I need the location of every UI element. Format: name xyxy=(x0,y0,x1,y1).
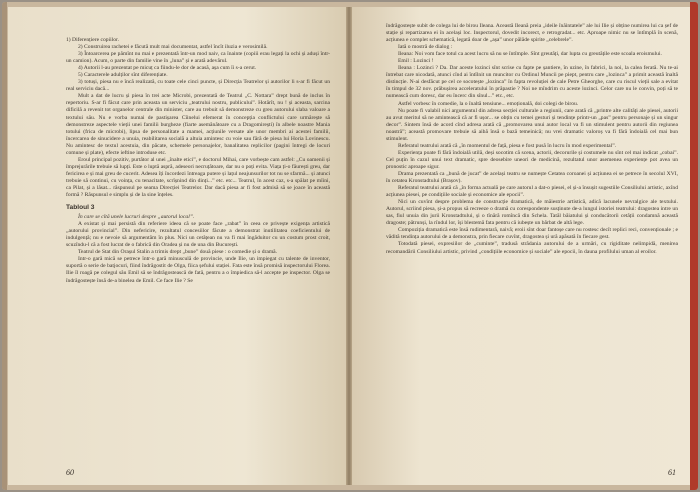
list-item: 1) Diferențiere copiilor. xyxy=(66,37,119,43)
right-page xyxy=(352,7,692,485)
paragraph: Nici un cuvînt despre problema de construcție dramatică, de măiestrie artistică, adică lacunele nevralgice ale textului. Autorul, scriind piesa, și-a propus să recreeze o dramă cu corespondente susținute de-a lungul istoriei teatrului: dragostea intre un sas, fiul unuia din jurii Kronstadtului, și o tînără romîncă din Schela. Tatăl băiatului și conducătorii cetății condamnă această dragoste; pătrunși, la rîndul lor, își blestemă fata pentru că iubește un bărbat de altă lege. xyxy=(386,199,678,227)
book-cover-edge xyxy=(2,2,7,490)
page-number: 60 xyxy=(66,468,74,477)
paragraph: Nu poate fi valabil nici argumentul din adresa secției culturale a regiunii, care arată că „printre alte calități ale piesei, autorii au avut meritul să ne amintească că ar fi ușor... se obțin cu temei gesturi și tendințe printr-un „pas” pentru personaje și un singur decor”. Sintem însă de acord cînd adresa arată că „promovarea unui autor local va fi un stimulent pentru autorii din regiunea noastră”; această promovare trebuie să aibă însă o bază temeinică; nu vrei dramatic valoroș va fi fără îndoială cel mai bun stimulent. xyxy=(386,107,678,142)
paragraph: Mult a dat de lucru și piesa în trei acte Microbi, prezentată de Teatrul „C. Nottara” drept bună de inclus în repertoriu. S-ar fi făcut care prin aceasta un serviciu „teatrului nostru, publicului”. Hotărît, nu ! și aceasta, sarcina dificilă a revenit tot organelor centrale din minister, care au trebuit să demonstreze cu greu autorului slaba valoare a textului său. Nu e vorba numai de pastișarea Cîinelui efemerat în concepția conflictului care urmărește să demonstreze aspectele vieții unei familii burgheze (fiarte asemănătoare cu a Dragomirești) în albele noastre Mania totului (frica de microbi), lipsa de personalitate a mamei, acțiunile versate ale unor membri ai acestei familii, încercarea de sinucidere a unuia, reabilitarea socială a altuia amintesc cu voie sau fără de piesa lui Horia Lovinescu. Nu amintesc de textul acestuia, din păcate, schemele personajelor, banalitatea replicilor (pagini întregi de locuri comune și plate), efecte ieftine introduse etc. xyxy=(66,93,330,156)
dialog-line: Emil : Lozinci ! xyxy=(398,58,434,65)
paragraph: Iată o mostră de dialog : xyxy=(398,44,453,51)
paragraph: A existat și mai persistă din referiere ideea că se poate face „rabat” în ceea ce privește exigența artistică „autorului provincial”. Din nefericire, rezultatul concesiilor făcute a demonstrat inutilitatea coeficientului de indulgență; nu e nevoie să argumentăm în plus. Nici un cetățean nu va fi mai îngăduitor cu un costum prost croit, scuzîndu-l că a fost lucrat de o fabrică din Oradea și nu de una din București. xyxy=(66,221,330,249)
paragraph: Drama prezentată ca „bună de jucat” de același teatru se numește Cetatea coroanei și acțiunea ei se petrece în secolul XVI, în cetatea Kronstadtului (Brașov). xyxy=(386,170,678,185)
right-page-text xyxy=(386,23,678,256)
paragraph: Intr-o gară mică se petrece într-o gară minusculă de provincie, unde Ilie, un impiegat cu talente de inventor, suportă o serie de batjocuri, fiind îndrăgostit de Olga, fiica șefului stației. Fata este însă promisă inspectorului Florea. Ilie îl roagă pe colegul său Emil să se îndrăgostească de fată, pentru a o împiedica să-l accepte pe inspector. Olga se îndrăgostește însă de-a binelea de Emil. Ce face Ilie ? Se xyxy=(66,256,330,284)
paragraph: Experiența poate fi fără îndoială utilă, deși socotim că scena, actorii, decorurile și costumele nu sînt cel mai indicat „cobai”. Cel puțin în cazul unui text dramatic, spre deosebire uneori de medicină, rezultatul unor asemenea experiențe pot avea un pronostic aproape sigur. xyxy=(386,149,678,170)
paragraph: Teatrul de Stat din Orașul Stalin a trimis drept „bune” două piese : o comedie și o dramă. xyxy=(78,249,278,256)
left-page-text xyxy=(66,37,330,285)
paragraph: Eroul principal pozitiv, purtător al unei „înalte etici”, e doctorul Mihai, care vorbește cam astfel: „Cu oamenii și împrejurările trebuie să lupți. Este o luptă aspră, adeseori necruțătoare, dar nu o poți evita. Viața ți-o făurești greu, dar fericirea e și mai greu de cucerit. Adesea îți încordezi întreaga putere și lațul neajunsurilor tot nu se sfarmă... și atunci trebuie să continui, cu voința, cu tenacitate, scrîșnind din dinți...” etc. etc... Teatrul, în acest caz, s-a spălat pe mîini, ca Pilat, și a lăsat... răspunsul pe seama Direcției Teatrelor. Dar dacă piesa ar fi fost admisă să se joace în această formă ? Răspunsul e simplu și de la sine înțeles. xyxy=(66,156,330,199)
paragraph: Astfel vorbesc în comedie, la o înaltă tensiune... emoțională, doi colegi de birou. xyxy=(398,100,579,107)
paragraph: Referatul teatrului arată că „în forma actuală pe care autorul a dat-o piesei, el și-a însușit sugestiile Consiliului artistic, axînd acțiunea piesei, pe condițiile sociale și economice ale epocii”. xyxy=(386,185,678,199)
paragraph: îndrăgostește subit de colega lui de birou Ileana. Această Ileană preia „ideile înăintatele” ale lui Ilie și obține numirea lui ca șef de stație și repartizarea ei în același loc. Inspectorul, dovedit incorect, e retrogradat... etc. Aproape nimic nu se întîmplă în scenă, acțiunea e complet schematică, legată doar de „așa” unor pălăde spirite „celebrele”. xyxy=(386,23,678,44)
paragraph: Compoziția dramatică este însă rudimentară, naivă; eroii sînt doar fantoșe care nu rostesc decît replici reci, convenționale ; e vădită tendința autorului de a demonstra, prin fiecare cuvînt, dragostea și ură apăsată în fiecare gest. xyxy=(386,227,678,241)
list-item: 4) Autorii l-au prezentat pe micuț ca fiindu-le dor de acasă, așa cum îi s-a cerut. xyxy=(78,65,257,72)
paragraph: Referatul teatrului arată că „în momentul de față, piesa e fost pusă în lucru în mod experimental”. xyxy=(398,142,617,149)
paragraph: Totodată piesei, expresiilor de „cuminte”, tradusă strădania autorului de a urmări, cu rigiditate nelimpidă, menirea recomandării Consiliului artistic, privind „condițiile economice și sociale” ale epocii, în dauna profilului uman al eroilor. xyxy=(386,241,678,255)
section-subtitle: În care se cîtă unele lucruri despre „autorul local”. xyxy=(78,214,195,221)
section-heading: Tabloul 3 xyxy=(66,204,95,212)
left-page xyxy=(8,7,346,485)
dialog-line: Ileana : Lozinci ? Da. Dar aceste lozinci sînt scrise cu fapte pe șantiere, în uzine, în fabrici, la noi, la calea ferată. Nu te-ai întrebat care nicodată, atunci cînd ai întîlnit un muncitor cu Ordinul Muncii pe piept, pentru care „lozinca” a primit această înaltă distincție. N-ai desfăcut pe cel ce socotește „lozinca” în fapta revoluției de cale Petre Gheorghe, care cu riscul vieții sale a evitat în timpul de 32 nov. prăbușirea acceleratului în prăpastie ? Noi ne mîndrim cu aceste lozinci. Celor care nu le convin, poți să te numească cum doresc, dar eu încerc din sînul...” etc., etc. xyxy=(386,65,678,100)
page-number: 61 xyxy=(668,468,676,477)
open-book xyxy=(2,2,698,490)
list-item: 2) Construirea rachetei e făcută mult mai documentat, astfel încît iluzia e verosimilă. xyxy=(78,44,268,51)
list-item: 5) Caracterele adulților sînt diferențiate. xyxy=(78,72,168,79)
book-spine-edge xyxy=(690,2,698,490)
paragraph: 3) totuși, piesa nu e încă realizată, cu toate cele cinci puncte, și Direcția Teatrelor și autorilor li s-ar fi făcut un real serviciu dacă... xyxy=(66,79,330,93)
list-item: 3) Întoarcerea pe pămînt nu mai e prezentată într-un mod naiv, ca înainte (copiii erau legați la ochi și aduși într-un camion). Acum, o parte din familie vine în „luna” și e arată adevărul. xyxy=(66,51,330,65)
dialog-line: Ileana: Noi vom face totul ca acest lucru să nu se întîmple. Sînt greutăți, dar lupta cu greutățile este scoala eroismului. xyxy=(398,51,662,58)
